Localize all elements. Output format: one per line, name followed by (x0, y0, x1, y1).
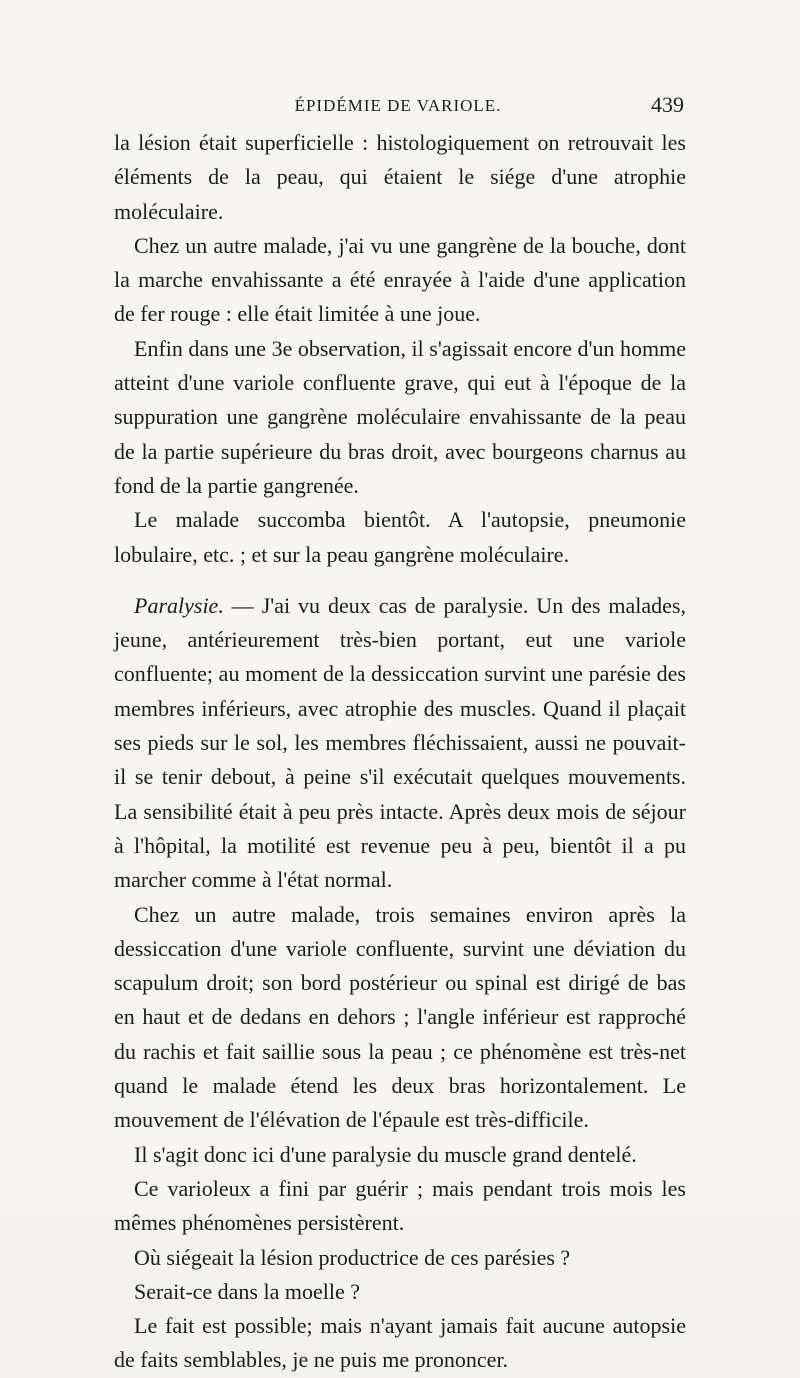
paragraph: Où siégeait la lésion productrice de ces parésies ? (134, 1244, 571, 1270)
paragraph: Chez un autre malade, j'ai vu une gangrène de la bouche, dont la marche envahissante a été enrayée à l'aide d'une application de fer rouge : elle était limitée à une joue. (114, 232, 686, 327)
paragraph: Il s'agit donc ici d'une paralysie du muscle grand dentelé. (134, 1141, 637, 1167)
page-body (114, 126, 686, 1378)
paragraph-continuation: la lésion était superficielle : histologiquement on retrouvait les éléments de la peau, qui étaient le siége d'une atrophie moléculaire. (114, 130, 686, 224)
paragraph: Chez un autre malade, trois semaines environ après la dessiccation d'une variole confluente, survint une déviation du scapulum droit; son bord postérieur ou spinal est dirigé de bas en haut et de dedans en dehors ; l'angle inférieur est rapproché du rachis et fait saillie sous la peau ; ce phénomène est très-net quand le malade étend les deux bras horizontalement. Le mouvement de l'élévation de l'épaule est très-difficile. (114, 901, 686, 1133)
page-header (112, 92, 684, 124)
section-title: Paralysie. (134, 592, 224, 618)
paragraph: Le fait est possible; mais n'ayant jamais fait aucune autopsie de faits semblables, je ne puis me prononcer. (114, 1313, 686, 1373)
page-number: 439 (651, 92, 684, 117)
running-title: ÉPIDÉMIE DE VARIOLE. (294, 96, 502, 115)
paragraph-text: — J'ai vu deux cas de paralysie. Un des malades, jeune, antérieurement très-bien portant, eut une variole confluente; au moment de la dessiccation survint une parésie des membres inférieurs, avec atrophie des muscles. Quand il plaçait ses pieds sur le sol, les membres fléchissaient, aussi ne pouvait-il se tenir debout, à peine s'il exécutait quelques mouvements. La sensibilité était à peu près intacte. Après deux mois de séjour à l'hôpital, la motilité est revenue peu à peu, bientôt il a pu marcher comme à l'état normal. (114, 592, 686, 893)
paragraph: Ce varioleux a fini par guérir ; mais pendant trois mois les mêmes phénomènes persistèrent. (114, 1175, 686, 1236)
paragraph-paralysie (114, 589, 686, 898)
paragraph: Serait-ce dans la moelle ? (134, 1278, 361, 1304)
paragraph: Le malade succomba bientôt. A l'autopsie, pneumonie lobulaire, etc. ; et sur la peau gangrène moléculaire. (114, 507, 686, 567)
paragraph: Enfin dans une 3e observation, il s'agissait encore d'un homme atteint d'une variole confluente grave, qui eut à l'époque de la suppuration une gangrène moléculaire envahissante de la peau de la partie supérieure du bras droit, avec bourgeons charnus au fond de la partie gangrenée. (114, 335, 686, 498)
